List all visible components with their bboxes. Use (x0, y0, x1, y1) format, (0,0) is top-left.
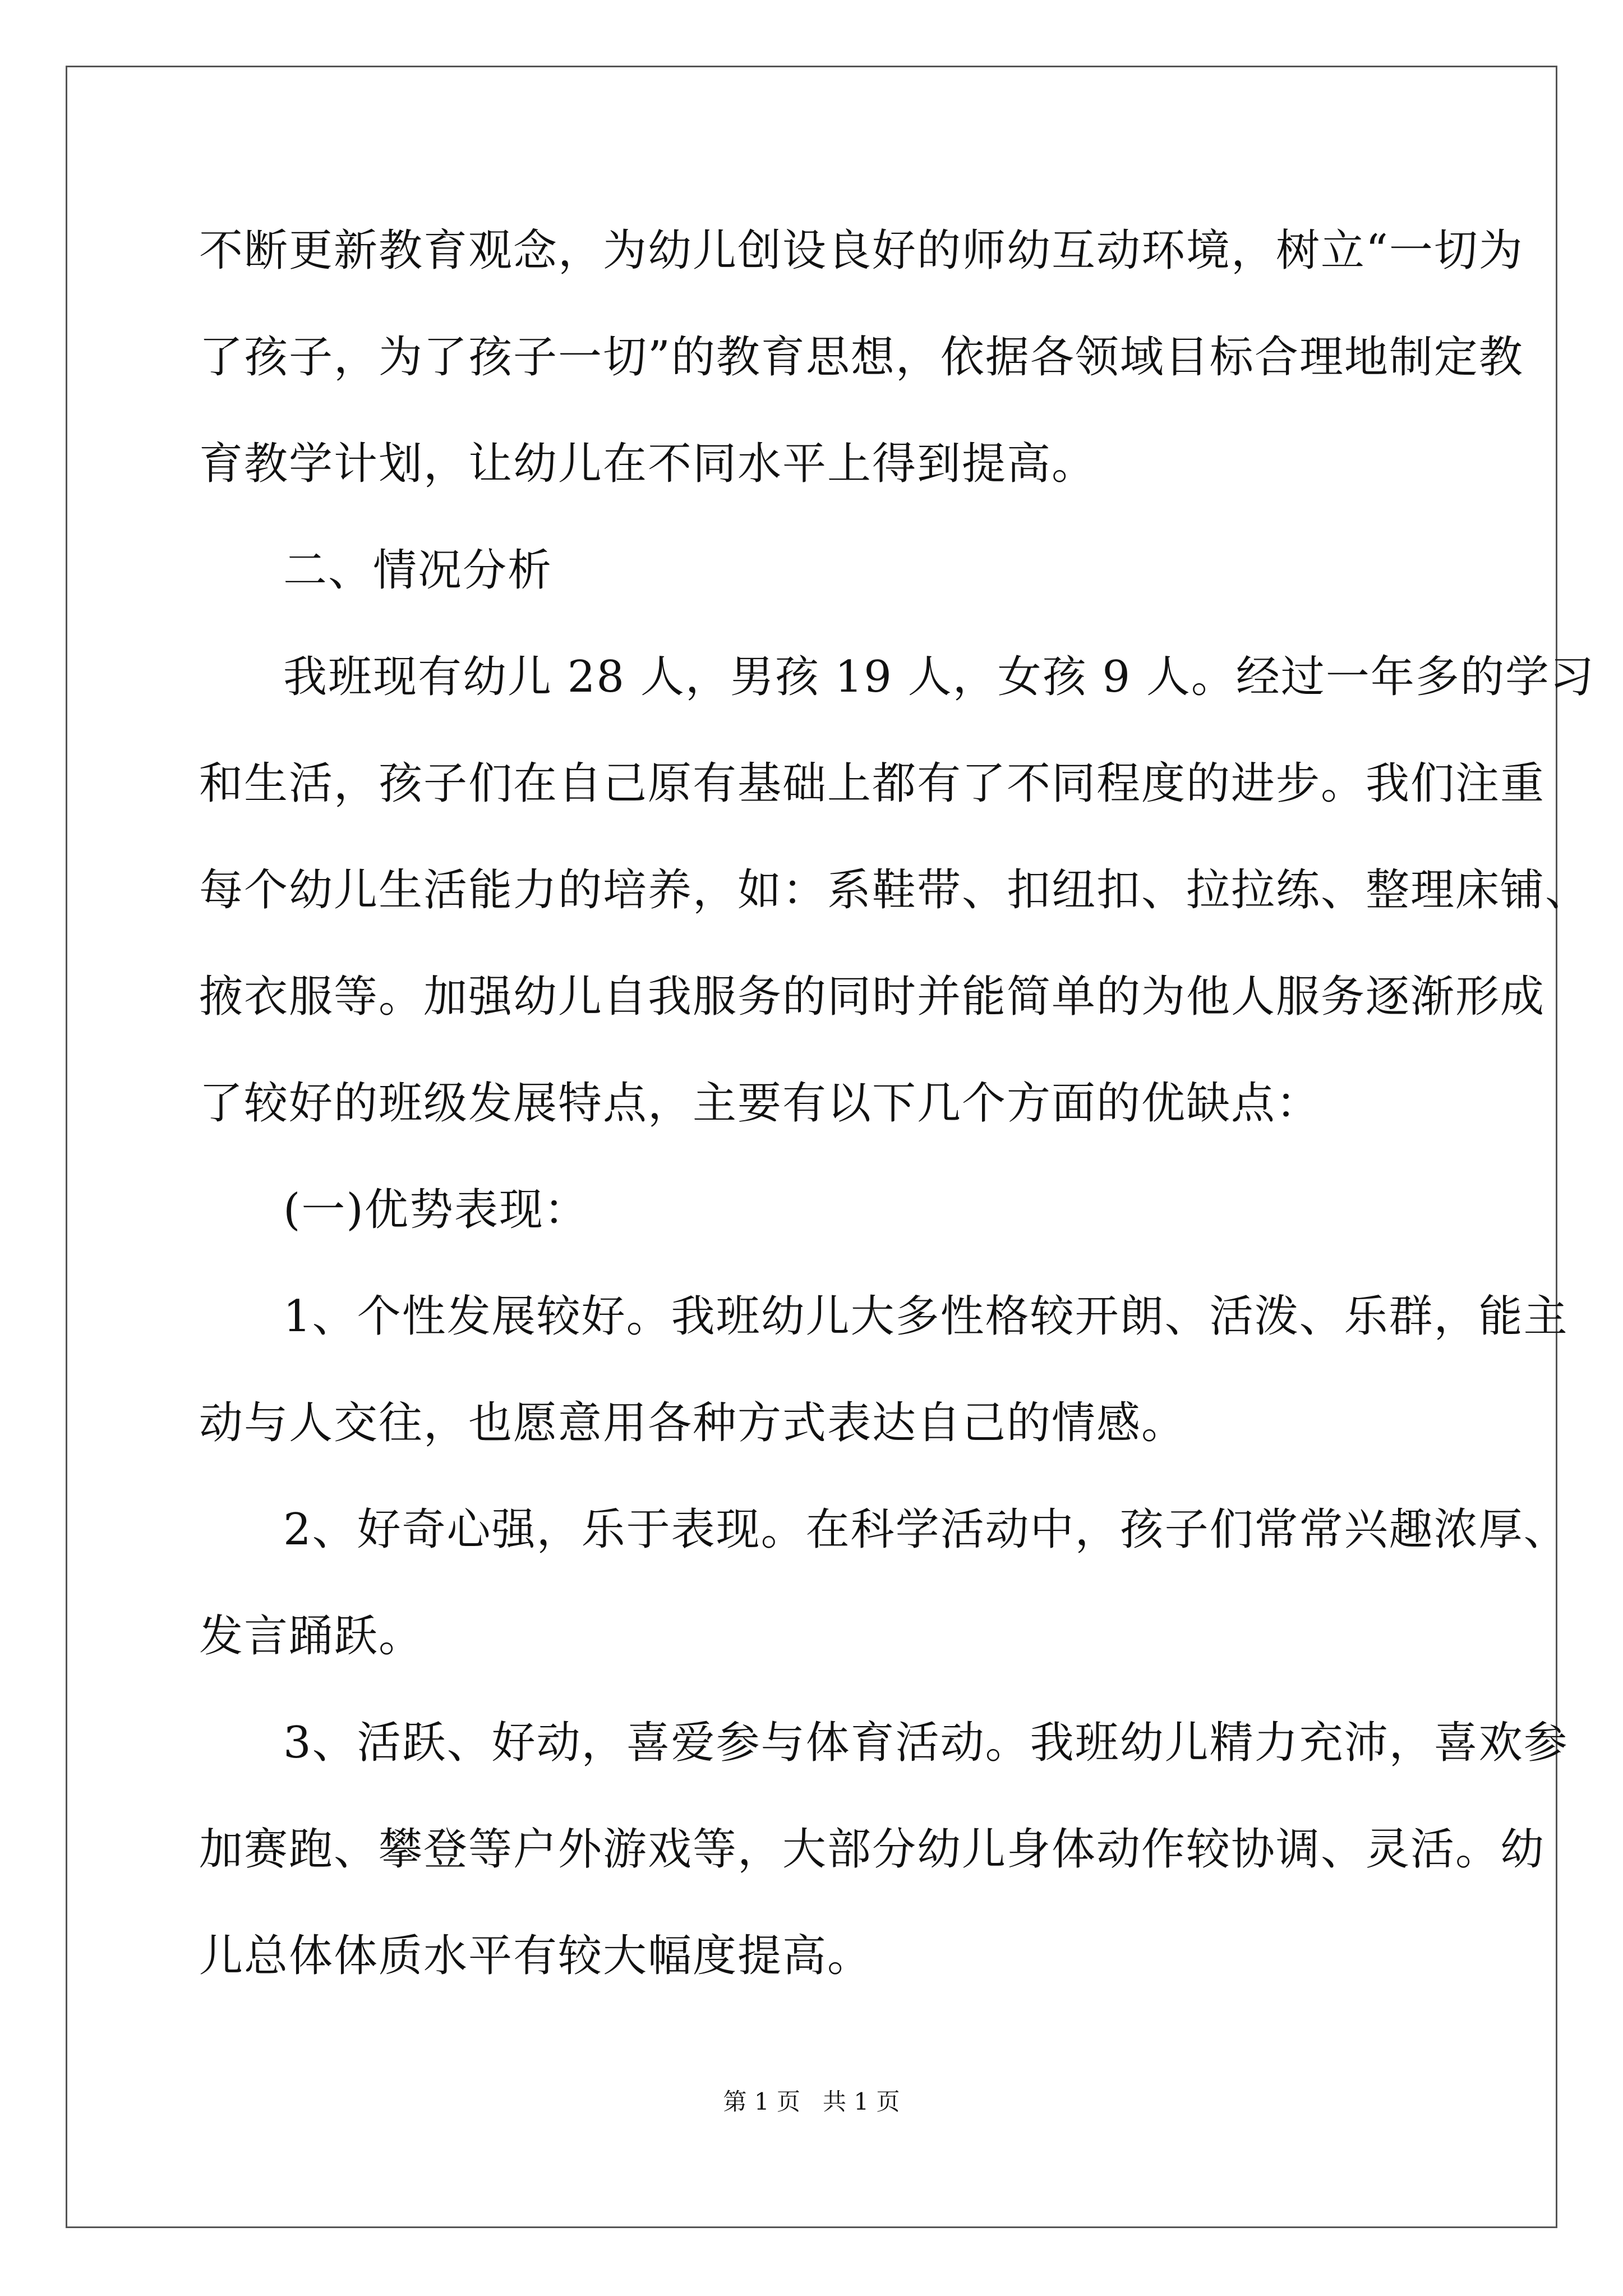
item-1-line-2: 动与人交往，也愿意用各种方式表达自己的情感。 (199, 1398, 1187, 1448)
section-heading: 二、情况分析 (283, 545, 553, 596)
page-border (66, 66, 1557, 2228)
item-3-line-3: 儿总体体质水平有较大幅度提高。 (199, 1931, 873, 1981)
paragraph-2-line-3: 每个幼儿生活能力的培养，如：系鞋带、扣纽扣、拉拉练、整理床铺、 (199, 865, 1590, 915)
item-3-line-2: 加赛跑、攀登等户外游戏等，大部分幼儿身体动作较协调、灵活。幼 (199, 1824, 1546, 1875)
paragraph-2-line-1: 我班现有幼儿 28 人，男孩 19 人，女孩 9 人。经过一年多的学习 (283, 652, 1595, 702)
item-3-line-1: 3、活跃、好动，喜爱参与体育活动。我班幼儿精力充沛，喜欢参 (283, 1718, 1569, 1768)
paragraph-2-line-5: 了较好的班级发展特点，主要有以下几个方面的优缺点： (199, 1078, 1321, 1129)
paragraph-2-line-2: 和生活，孩子们在自己原有基础上都有了不同程度的进步。我们注重 (199, 758, 1546, 809)
item-2-line-1: 2、好奇心强，乐于表现。在科学活动中，孩子们常常兴趣浓厚、 (283, 1504, 1569, 1555)
item-2-line-2: 发言踊跃。 (199, 1611, 424, 1662)
item-1-line-1: 1、个性发展较好。我班幼儿大多性格较开朗、活泼、乐群，能主 (283, 1291, 1569, 1342)
paragraph-1-line-3: 育教学计划，让幼儿在不同水平上得到提高。 (199, 439, 1097, 489)
page-footer: 第 1 页 共 1 页 (723, 2088, 900, 2115)
paragraph-1-line-1: 不断更新教育观念，为幼儿创设良好的师幼互动环境，树立“一切为 (199, 226, 1524, 276)
paragraph-1-line-2: 了孩子，为了孩子一切”的教育思想，依据各领域目标合理地制定教 (199, 332, 1524, 383)
paragraph-2-line-4: 掖衣服等。加强幼儿自我服务的同时并能简单的为他人服务逐渐形成 (199, 972, 1546, 1022)
subsection-heading: (一)优势表现： (283, 1185, 589, 1235)
